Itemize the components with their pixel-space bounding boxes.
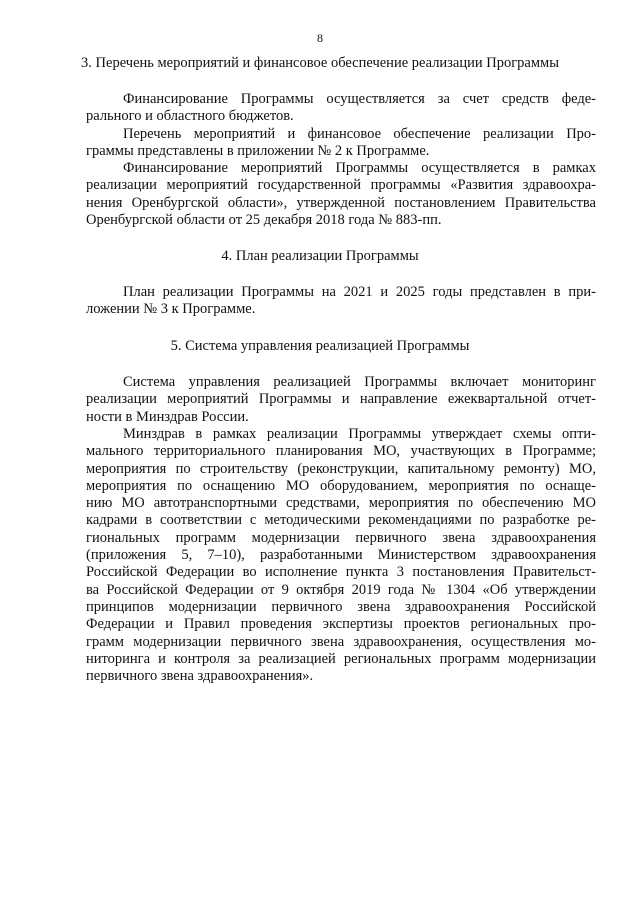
text-line: мероприятия по оснащению МО оборудованием, мероприятия по оснаще- bbox=[86, 477, 596, 494]
text-line: гиональных программ модернизации первичного звена здравоохранения bbox=[86, 529, 596, 546]
text-line: Федерации и Правил проведения экспертизы проектов региональных про- bbox=[86, 616, 596, 633]
section-3-paragraph-2 bbox=[86, 126, 596, 161]
text-line: Система управления реализацией Программы включает мониторинг bbox=[123, 374, 596, 390]
text-line: мального территориального планирования МО, участвующих в Программе; bbox=[86, 443, 596, 460]
text-line: реализации мероприятий государственной программы «Развития здравоохра- bbox=[86, 177, 596, 194]
text-line: Минздрав в рамках реализации Программы утверждает схемы опти- bbox=[123, 426, 596, 442]
text-line: нения Оренбургской области», утвержденной постановлением Правительства bbox=[86, 194, 596, 211]
text-line: рального и областного бюджетов. bbox=[86, 108, 294, 125]
text-line: граммы представлены в приложении № 2 к Программе. bbox=[86, 143, 430, 160]
text-line: грамм модернизации первичного звена здравоохранения, осуществления мо- bbox=[86, 633, 596, 650]
section-3-paragraph-1 bbox=[86, 91, 596, 126]
section-5-paragraph-1 bbox=[86, 374, 596, 426]
text-line: (приложения 5, 7–10), разработанными Министерством здравоохранения bbox=[86, 547, 596, 564]
text-line: первичного звена здравоохранения». bbox=[86, 668, 314, 685]
page-number: 8 bbox=[317, 31, 323, 45]
text-line: ниторинга и контроля за реализацией региональных программ модернизации bbox=[86, 650, 596, 667]
section-3-paragraph-3 bbox=[86, 160, 596, 229]
section-5-heading: 5. Система управления реализацией Программы bbox=[170, 338, 470, 354]
section-4-heading: 4. План реализации Программы bbox=[221, 248, 419, 264]
section-4-paragraph-1 bbox=[86, 284, 596, 319]
text-line: Финансирование Программы осуществляется за счет средств феде- bbox=[123, 91, 596, 107]
text-line: Финансирование мероприятий Программы осуществляется в рамках bbox=[123, 160, 596, 176]
text-line: реализации мероприятий Программы и направление ежеквартальной отчет- bbox=[86, 391, 596, 408]
text-line: нию МО автотранспортными средствами, мероприятия по обеспечению МО bbox=[86, 495, 596, 512]
text-line: Перечень мероприятий и финансовое обеспечение реализации Про- bbox=[123, 126, 596, 142]
text-line: кадрами в соответствии с методическими рекомендациями по разработке ре- bbox=[86, 512, 596, 529]
text-line: ности в Минздрав России. bbox=[86, 408, 249, 425]
text-line: Оренбургской области от 25 декабря 2018 года № 883-пп. bbox=[86, 211, 442, 228]
section-3-heading: 3. Перечень мероприятий и финансовое обеспечение реализации Программы bbox=[81, 55, 559, 71]
section-5-paragraph-2 bbox=[86, 426, 596, 685]
text-line: План реализации Программы на 2021 и 2025 годы представлен в при- bbox=[123, 284, 596, 300]
text-line: мероприятия по строительству (реконструкции, капитальному ремонту) МО, bbox=[86, 460, 596, 477]
text-line: ва Российской Федерации от 9 октября 2019 года № 1304 «Об утверждении bbox=[86, 581, 596, 598]
text-line: принципов модернизации первичного звена здравоохранения Российской bbox=[86, 598, 596, 615]
text-line: ложении № 3 к Программе. bbox=[86, 301, 256, 318]
text-line: Российской Федерации во исполнение пункта 3 постановления Правительст- bbox=[86, 564, 596, 581]
